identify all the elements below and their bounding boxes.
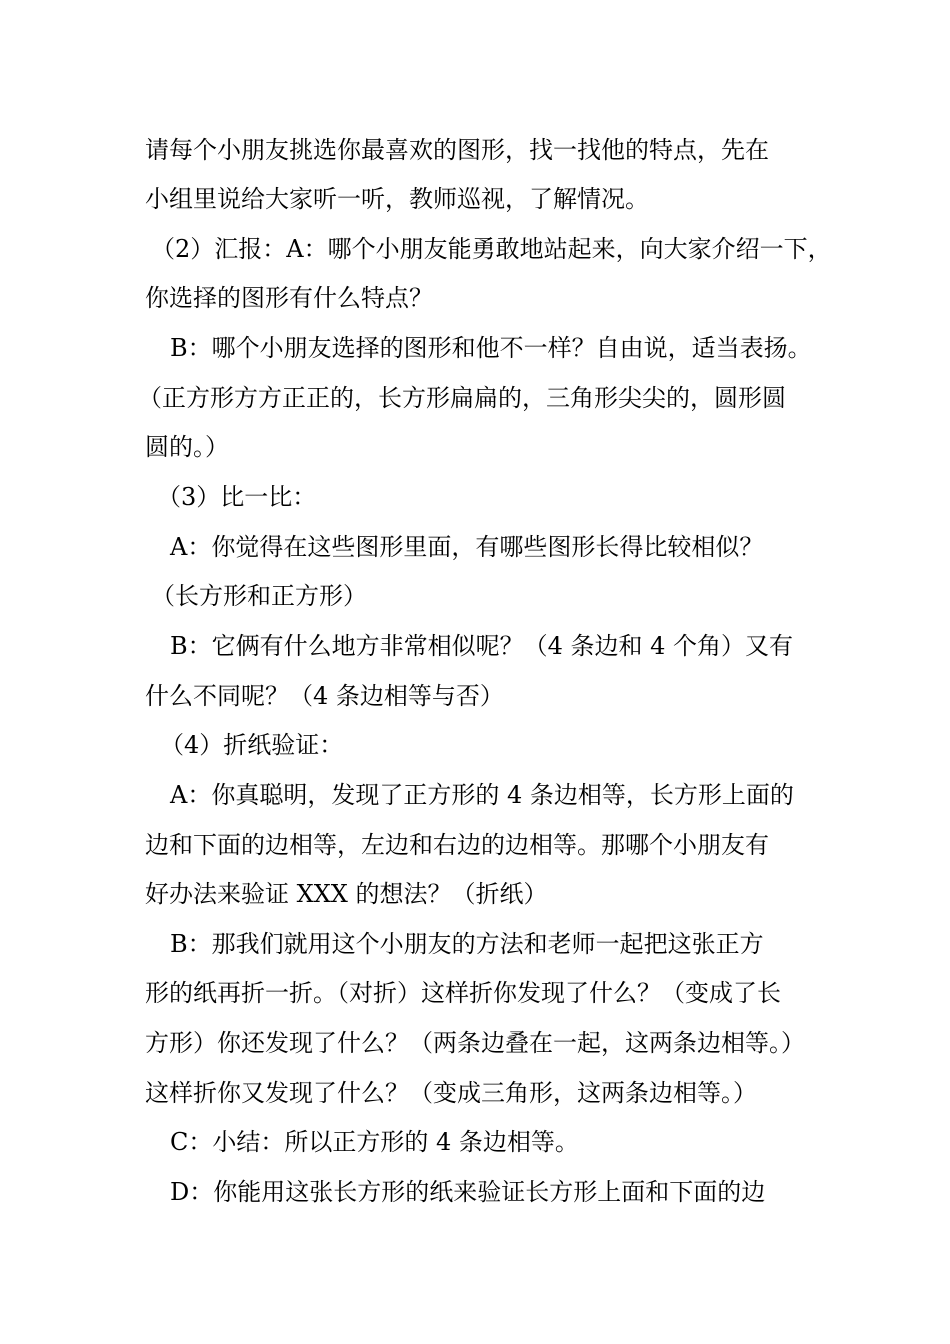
paragraph-line: B：它俩有什么地方非常相似呢？（4 条边和 4 个角）又有 (170, 632, 794, 660)
paragraph-line: 形的纸再折一折。（对折）这样折你发现了什么？（变成了长 (145, 979, 781, 1007)
paragraph-line: D：你能用这张长方形的纸来验证长方形上面和下面的边 (170, 1178, 766, 1206)
paragraph-line: 你选择的图形有什么特点？ (145, 284, 433, 312)
paragraph-line: B：哪个小朋友选择的图形和他不一样？自由说，适当表扬。 (170, 334, 812, 362)
paragraph-line: （3）比一比： (157, 483, 317, 511)
paragraph-line: （2）汇报：A：哪个小朋友能勇敢地站起来，向大家介绍一下， (151, 235, 832, 263)
paragraph-line: 什么不同呢？（4 条边相等与否） (145, 682, 504, 710)
paragraph-line: 圆的。） (145, 433, 229, 461)
paragraph-line: （正方形方方正正的，长方形扁扁的，三角形尖尖的，圆形圆 (138, 384, 786, 412)
paragraph-line: B：那我们就用这个小朋友的方法和老师一起把这张正方 (170, 930, 764, 958)
paragraph-line: （长方形和正方形） (151, 582, 367, 610)
paragraph-line: A：你觉得在这些图形里面，有哪些图形长得比较相似？ (170, 533, 764, 561)
paragraph-line: 方形）你还发现了什么？（两条边叠在一起，这两条边相等。） (145, 1029, 805, 1057)
paragraph-line: 这样折你又发现了什么？（变成三角形，这两条边相等。） (145, 1079, 757, 1107)
paragraph-line: （4）折纸验证： (160, 731, 344, 759)
paragraph-line: 小组里说给大家听一听，教师巡视，了解情况。 (145, 185, 649, 213)
paragraph-line: C：小结：所以正方形的 4 条边相等。 (170, 1128, 579, 1156)
paragraph-line: 边和下面的边相等，左边和右边的边相等。那哪个小朋友有 (145, 831, 769, 859)
paragraph-line: 好办法来验证 XXX 的想法？（折纸） (145, 880, 548, 908)
paragraph-line: 请每个小朋友挑选你最喜欢的图形，找一找他的特点，先在 (145, 136, 769, 164)
paragraph-line: A：你真聪明，发现了正方形的 4 条边相等，长方形上面的 (170, 781, 794, 809)
